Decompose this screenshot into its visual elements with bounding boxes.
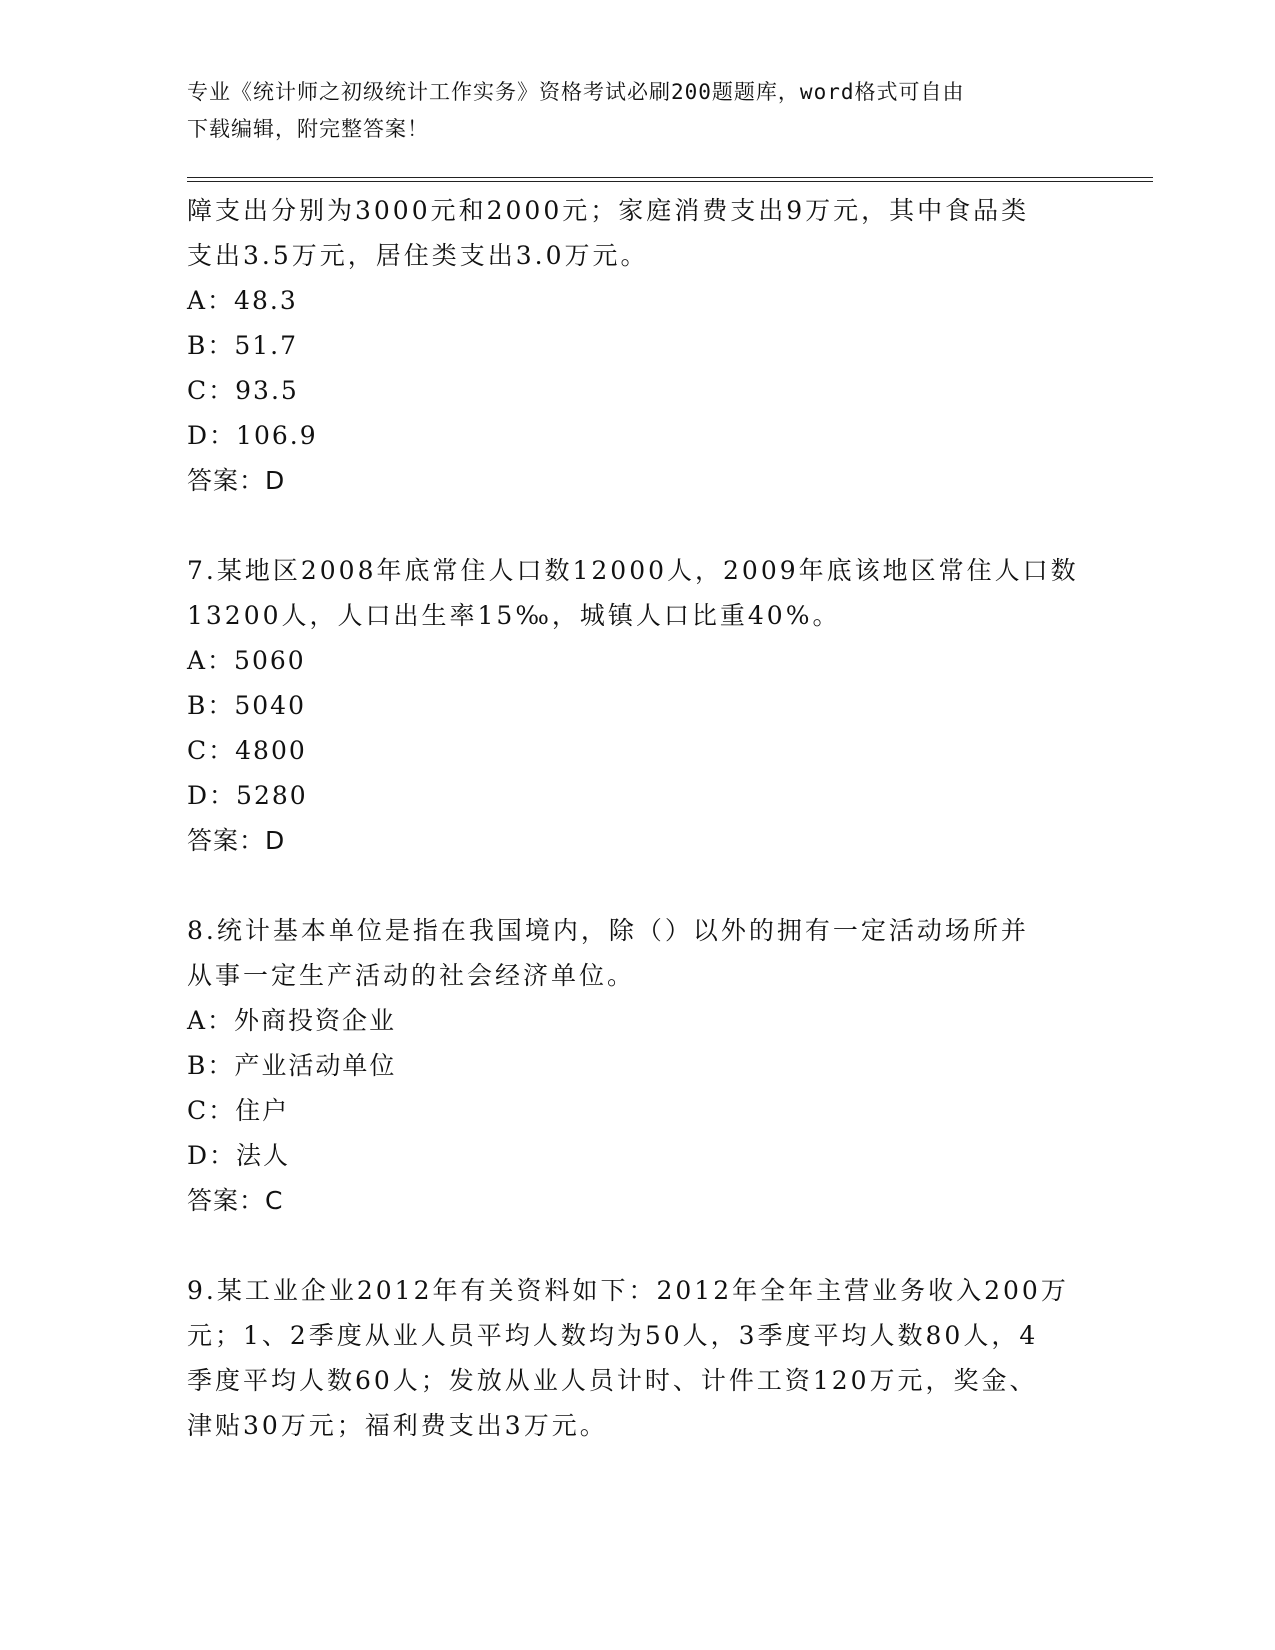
question-text-line: 9.某工业企业2012年有关资料如下：2012年全年主营业务收入200万 xyxy=(187,1276,1069,1305)
option-b: B：5040 xyxy=(187,691,306,720)
question-8 xyxy=(187,908,1087,1223)
question-spacer xyxy=(187,503,1087,548)
question-spacer xyxy=(187,863,1087,908)
question-6-continuation xyxy=(187,188,1087,503)
option-d: D：法人 xyxy=(187,1141,291,1170)
answer-line: 答案：C xyxy=(187,1186,284,1215)
question-text-line: 13200人，人口出生率15‰，城镇人口比重40%。 xyxy=(187,601,841,630)
question-text-line: 7.某地区2008年底常住人口数12000人，2009年底该地区常住人口数 xyxy=(187,556,1079,585)
option-c: C：93.5 xyxy=(187,376,299,405)
question-text-line: 津贴30万元；福利费支出3万元。 xyxy=(187,1411,608,1440)
question-9 xyxy=(187,1268,1087,1448)
header-line-2: 下载编辑，附完整答案！ xyxy=(187,117,429,141)
document-header xyxy=(187,74,1067,148)
question-text-line: 季度平均人数60人；发放从业人员计时、计件工资120万元，奖金、 xyxy=(187,1366,1038,1395)
option-b: B：51.7 xyxy=(187,331,299,360)
option-c: C：4800 xyxy=(187,736,307,765)
question-text-line: 8.统计基本单位是指在我国境内，除（）以外的拥有一定活动场所并 xyxy=(187,916,1029,945)
option-a: A：48.3 xyxy=(187,286,298,315)
question-list xyxy=(187,188,1087,1448)
option-d: D：5280 xyxy=(187,781,308,810)
option-b: B：产业活动单位 xyxy=(187,1051,397,1080)
header-divider xyxy=(187,177,1153,182)
option-d: D：106.9 xyxy=(187,421,318,450)
answer-line: 答案：D xyxy=(187,466,286,495)
question-text-line: 障支出分别为3000元和2000元；家庭消费支出9万元，其中食品类 xyxy=(187,196,1030,225)
option-c: C：住户 xyxy=(187,1096,290,1125)
header-line-1: 专业《统计师之初级统计工作实务》资格考试必刷200题题库，word格式可自由 xyxy=(187,80,965,104)
question-text-line: 从事一定生产活动的社会经济单位。 xyxy=(187,961,636,990)
option-a: A：外商投资企业 xyxy=(187,1006,397,1035)
question-spacer xyxy=(187,1223,1087,1268)
answer-line: 答案：D xyxy=(187,826,286,855)
question-text-line: 支出3.5万元，居住类支出3.0万元。 xyxy=(187,241,649,270)
question-7 xyxy=(187,548,1087,863)
question-text-line: 元；1、2季度从业人员平均人数均为50人，3季度平均人数80人，4 xyxy=(187,1321,1039,1350)
option-a: A：5060 xyxy=(187,646,306,675)
